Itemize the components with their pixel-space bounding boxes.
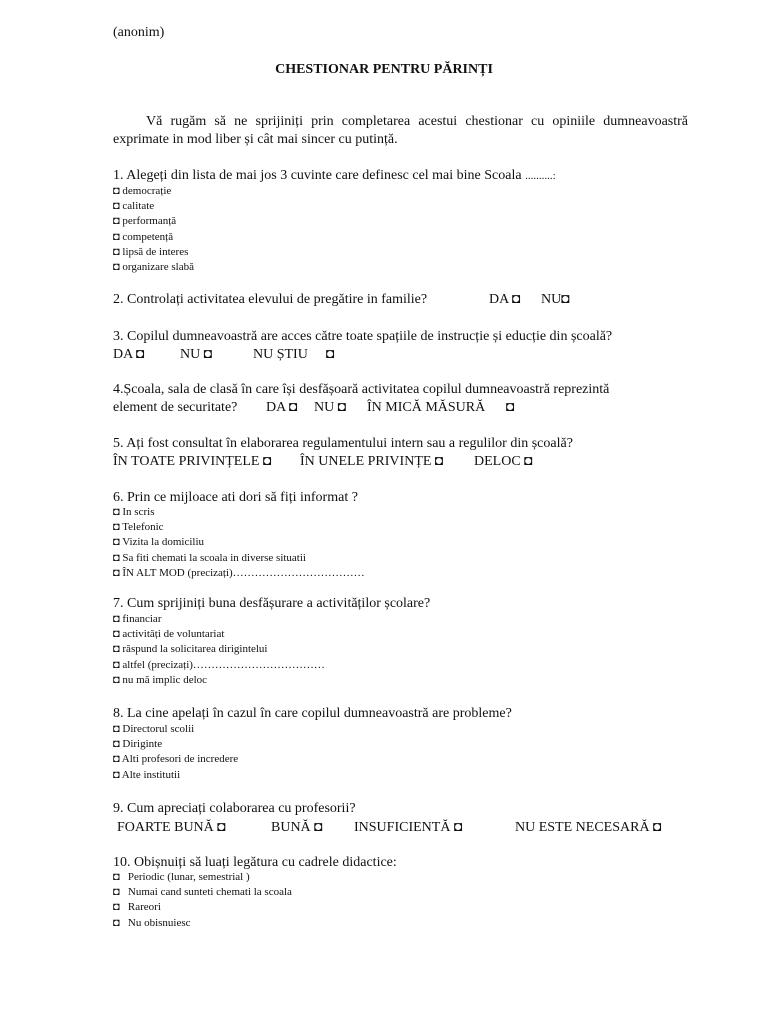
anonymous-label: (anonim) xyxy=(113,25,165,40)
answer-deloc[interactable]: DELOC ◘ xyxy=(474,454,533,469)
checkbox-option[interactable]: ◘ lipsă de interes xyxy=(113,245,189,258)
checkbox-option[interactable]: ◘ Sa fiti chemati la scoala in diverse situatii xyxy=(113,551,306,564)
checkbox-option[interactable]: ◘ nu mă implic deloc xyxy=(113,673,208,686)
question-7-text: 7. Cum sprijiniți buna desfășurare a activităților școlare? xyxy=(113,596,431,611)
checkbox-option[interactable]: ◘ Rareori xyxy=(113,901,161,914)
question-6-options xyxy=(113,505,365,581)
question-5-text: 5. Ați fost consultat în elaborarea regulamentului intern sau a regulilor din școală? xyxy=(113,436,573,451)
answer-foarte-buna[interactable]: FOARTE BUNĂ ◘ xyxy=(117,820,226,835)
answer-in-toate-privintele[interactable]: ÎN TOATE PRIVINȚELE ◘ xyxy=(113,454,272,469)
intro-paragraph: Vă rugăm să ne sprijiniți prin completarea acestui chestionar cu opiniile dumneavoastră exprimate in mod liber și cât mai sincer cu putință. xyxy=(113,114,688,147)
answer-in-mica-masura[interactable]: ÎN MICĂ MĂSURĂ xyxy=(367,400,486,415)
question-1-text: 1. Alegeți din lista de mai jos 3 cuvinte care definesc cel mai bine Scoala xyxy=(113,168,522,183)
answer-buna[interactable]: BUNĂ ◘ xyxy=(271,820,323,835)
checkbox-option[interactable]: ◘ financiar xyxy=(113,613,162,625)
checkbox-option[interactable]: ◘ In scris xyxy=(113,506,155,518)
question-4-text-line2: element de securitate? xyxy=(113,400,238,415)
question-6-text: 6. Prin ce mijloace ati dori să fiți informat ? xyxy=(113,490,358,505)
checkbox-option[interactable]: ◘ competență xyxy=(113,230,174,243)
checkbox-option[interactable]: ◘ altfel (precizați)……………………………… xyxy=(113,658,325,671)
question-3-text: 3. Copilul dumneavoastră are acces către toate spațiile de instrucție și educție din școală? xyxy=(113,329,613,344)
answer-da[interactable]: DA ◘ xyxy=(266,400,298,415)
answer-insuficienta[interactable]: INSUFICIENTĂ ◘ xyxy=(354,820,463,835)
question-4-text: 4.Școala, sala de clasă în care își desfășoară activitatea copilul dumneavoastră reprezintă xyxy=(113,382,610,397)
question-7-options xyxy=(113,612,325,688)
checkbox-option[interactable]: ◘ Numai cand sunteti chemati la scoala xyxy=(113,886,292,899)
answer-in-mica-masura-checkbox[interactable]: ◘ xyxy=(506,400,515,415)
checkbox-option[interactable]: ◘ Telefonic xyxy=(113,521,164,534)
question-10-options xyxy=(113,870,292,931)
answer-nu[interactable]: NU◘ xyxy=(541,292,570,307)
checkbox-option[interactable]: ◘ răspund la solicitarea dirigintelui xyxy=(113,643,268,656)
answer-nu-stiu-checkbox[interactable]: ◘ xyxy=(326,347,335,362)
answer-nu[interactable]: NU ◘ xyxy=(180,347,213,362)
answer-da[interactable]: DA ◘ xyxy=(113,347,145,362)
answer-nu-este-necesara[interactable]: NU ESTE NECESARĂ ◘ xyxy=(515,820,662,835)
answer-da[interactable]: DA ◘ xyxy=(489,292,521,307)
checkbox-option[interactable]: ◘ Periodic (lunar, semestrial ) xyxy=(113,871,250,883)
checkbox-option[interactable]: ◘ organizare slabă xyxy=(113,261,194,274)
answer-nu-stiu[interactable]: NU ȘTIU xyxy=(253,347,308,362)
question-1 xyxy=(113,167,556,185)
checkbox-option[interactable]: ◘ performanță xyxy=(113,215,177,228)
checkbox-option[interactable]: ◘ Alte institutii xyxy=(113,768,181,781)
question-8-text: 8. La cine apelați în cazul în care copilul dumneavoastră are probleme? xyxy=(113,706,512,721)
checkbox-option[interactable]: ◘ democrație xyxy=(113,185,172,197)
checkbox-option[interactable]: ◘ Diriginte xyxy=(113,738,163,751)
question-1-dots: ..........: xyxy=(525,170,556,182)
checkbox-option[interactable]: ◘ Directorul scolii xyxy=(113,723,195,735)
answer-nu[interactable]: NU ◘ xyxy=(314,400,347,415)
question-9-text: 9. Cum apreciați colaborarea cu profesorii? xyxy=(113,801,356,816)
question-8-options xyxy=(113,722,238,783)
answer-in-unele-privinte[interactable]: ÎN UNELE PRIVINȚE ◘ xyxy=(300,454,444,469)
checkbox-option[interactable]: ◘ Alti profesori de incredere xyxy=(113,753,239,766)
question-1-options xyxy=(113,184,194,275)
checkbox-option[interactable]: ◘ calitate xyxy=(113,200,155,213)
checkbox-option[interactable]: ◘ activități de voluntariat xyxy=(113,628,225,641)
page-title: CHESTIONAR PENTRU PĂRINȚI xyxy=(275,62,493,77)
checkbox-option[interactable]: ◘ Nu obisnuiesc xyxy=(113,916,191,929)
checkbox-option[interactable]: ◘ ÎN ALT MOD (precizați)……………………………… xyxy=(113,566,365,579)
checkbox-option[interactable]: ◘ Vizita la domiciliu xyxy=(113,536,205,549)
question-2-text: 2. Controlați activitatea elevului de pregătire in familie? xyxy=(113,292,428,307)
question-10-text: 10. Obișnuiți să luați legătura cu cadrele didactice: xyxy=(113,855,397,870)
